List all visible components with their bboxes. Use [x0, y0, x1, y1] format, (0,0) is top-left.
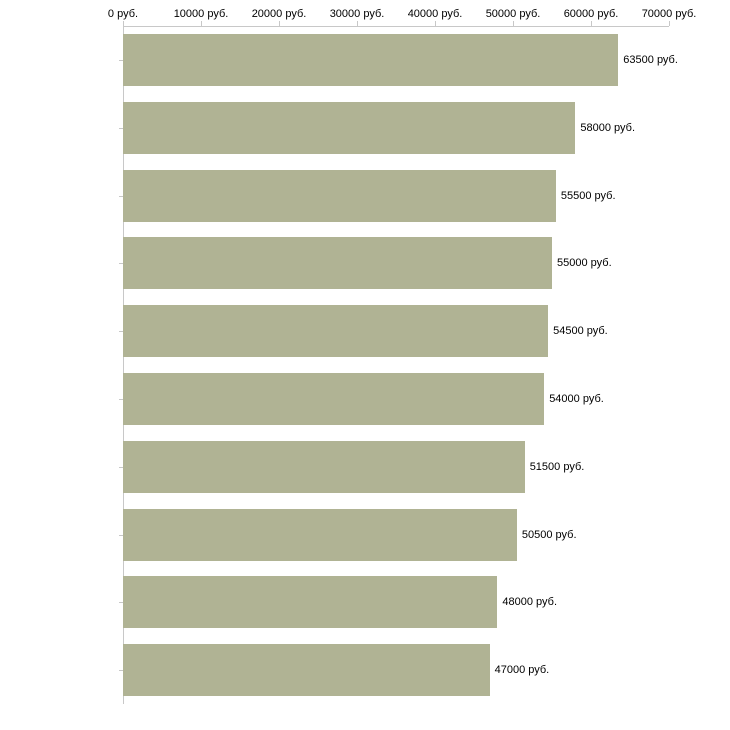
bar-value-label: 54000 руб.	[549, 392, 604, 405]
bar-row[interactable]	[123, 170, 669, 222]
bar[interactable]	[123, 576, 497, 628]
x-tick-label: 60000 руб.	[563, 8, 619, 20]
bar-row[interactable]	[123, 644, 669, 696]
bar[interactable]	[123, 509, 517, 561]
x-tick-label: 20000 руб.	[251, 8, 307, 20]
plot-area	[123, 26, 678, 704]
bar-value-label: 54500 руб.	[553, 325, 608, 338]
x-tick-label: 70000 руб.	[641, 8, 697, 20]
bar-row[interactable]	[123, 576, 669, 628]
bar[interactable]	[123, 237, 552, 289]
bar-row[interactable]	[123, 237, 669, 289]
bar-value-label: 63500 руб.	[623, 53, 678, 66]
bar-row[interactable]	[123, 102, 669, 154]
bar-row[interactable]	[123, 305, 669, 357]
bar[interactable]	[123, 644, 490, 696]
bar-value-label: 55500 руб.	[560, 189, 616, 202]
x-tick-label: 40000 руб.	[407, 8, 463, 20]
bar[interactable]	[123, 441, 525, 493]
bar-value-label: 55000 руб.	[557, 257, 612, 270]
bar[interactable]	[123, 373, 544, 425]
x-tick-label: 50000 руб.	[485, 8, 541, 20]
x-tick-label: 30000 руб.	[329, 8, 385, 20]
bar-value-label: 48000 руб.	[502, 596, 558, 609]
x-tick-label: 10000 руб.	[173, 8, 229, 20]
bar[interactable]	[123, 34, 618, 86]
bar[interactable]	[123, 305, 548, 357]
bar-value-label: 58000 руб.	[580, 121, 636, 134]
x-tick-mark	[669, 21, 670, 26]
bar-row[interactable]	[123, 441, 669, 493]
bar-value-label: 51500 руб.	[529, 460, 585, 473]
bar-row[interactable]	[123, 34, 678, 86]
bar-row[interactable]	[123, 509, 669, 561]
x-tick-label: 0 руб.	[107, 8, 139, 20]
bar[interactable]	[123, 102, 575, 154]
bar-value-label: 50500 руб.	[521, 528, 577, 541]
bar[interactable]	[123, 170, 556, 222]
bar-row[interactable]	[123, 373, 669, 425]
bar-value-label: 47000 руб.	[494, 664, 550, 677]
